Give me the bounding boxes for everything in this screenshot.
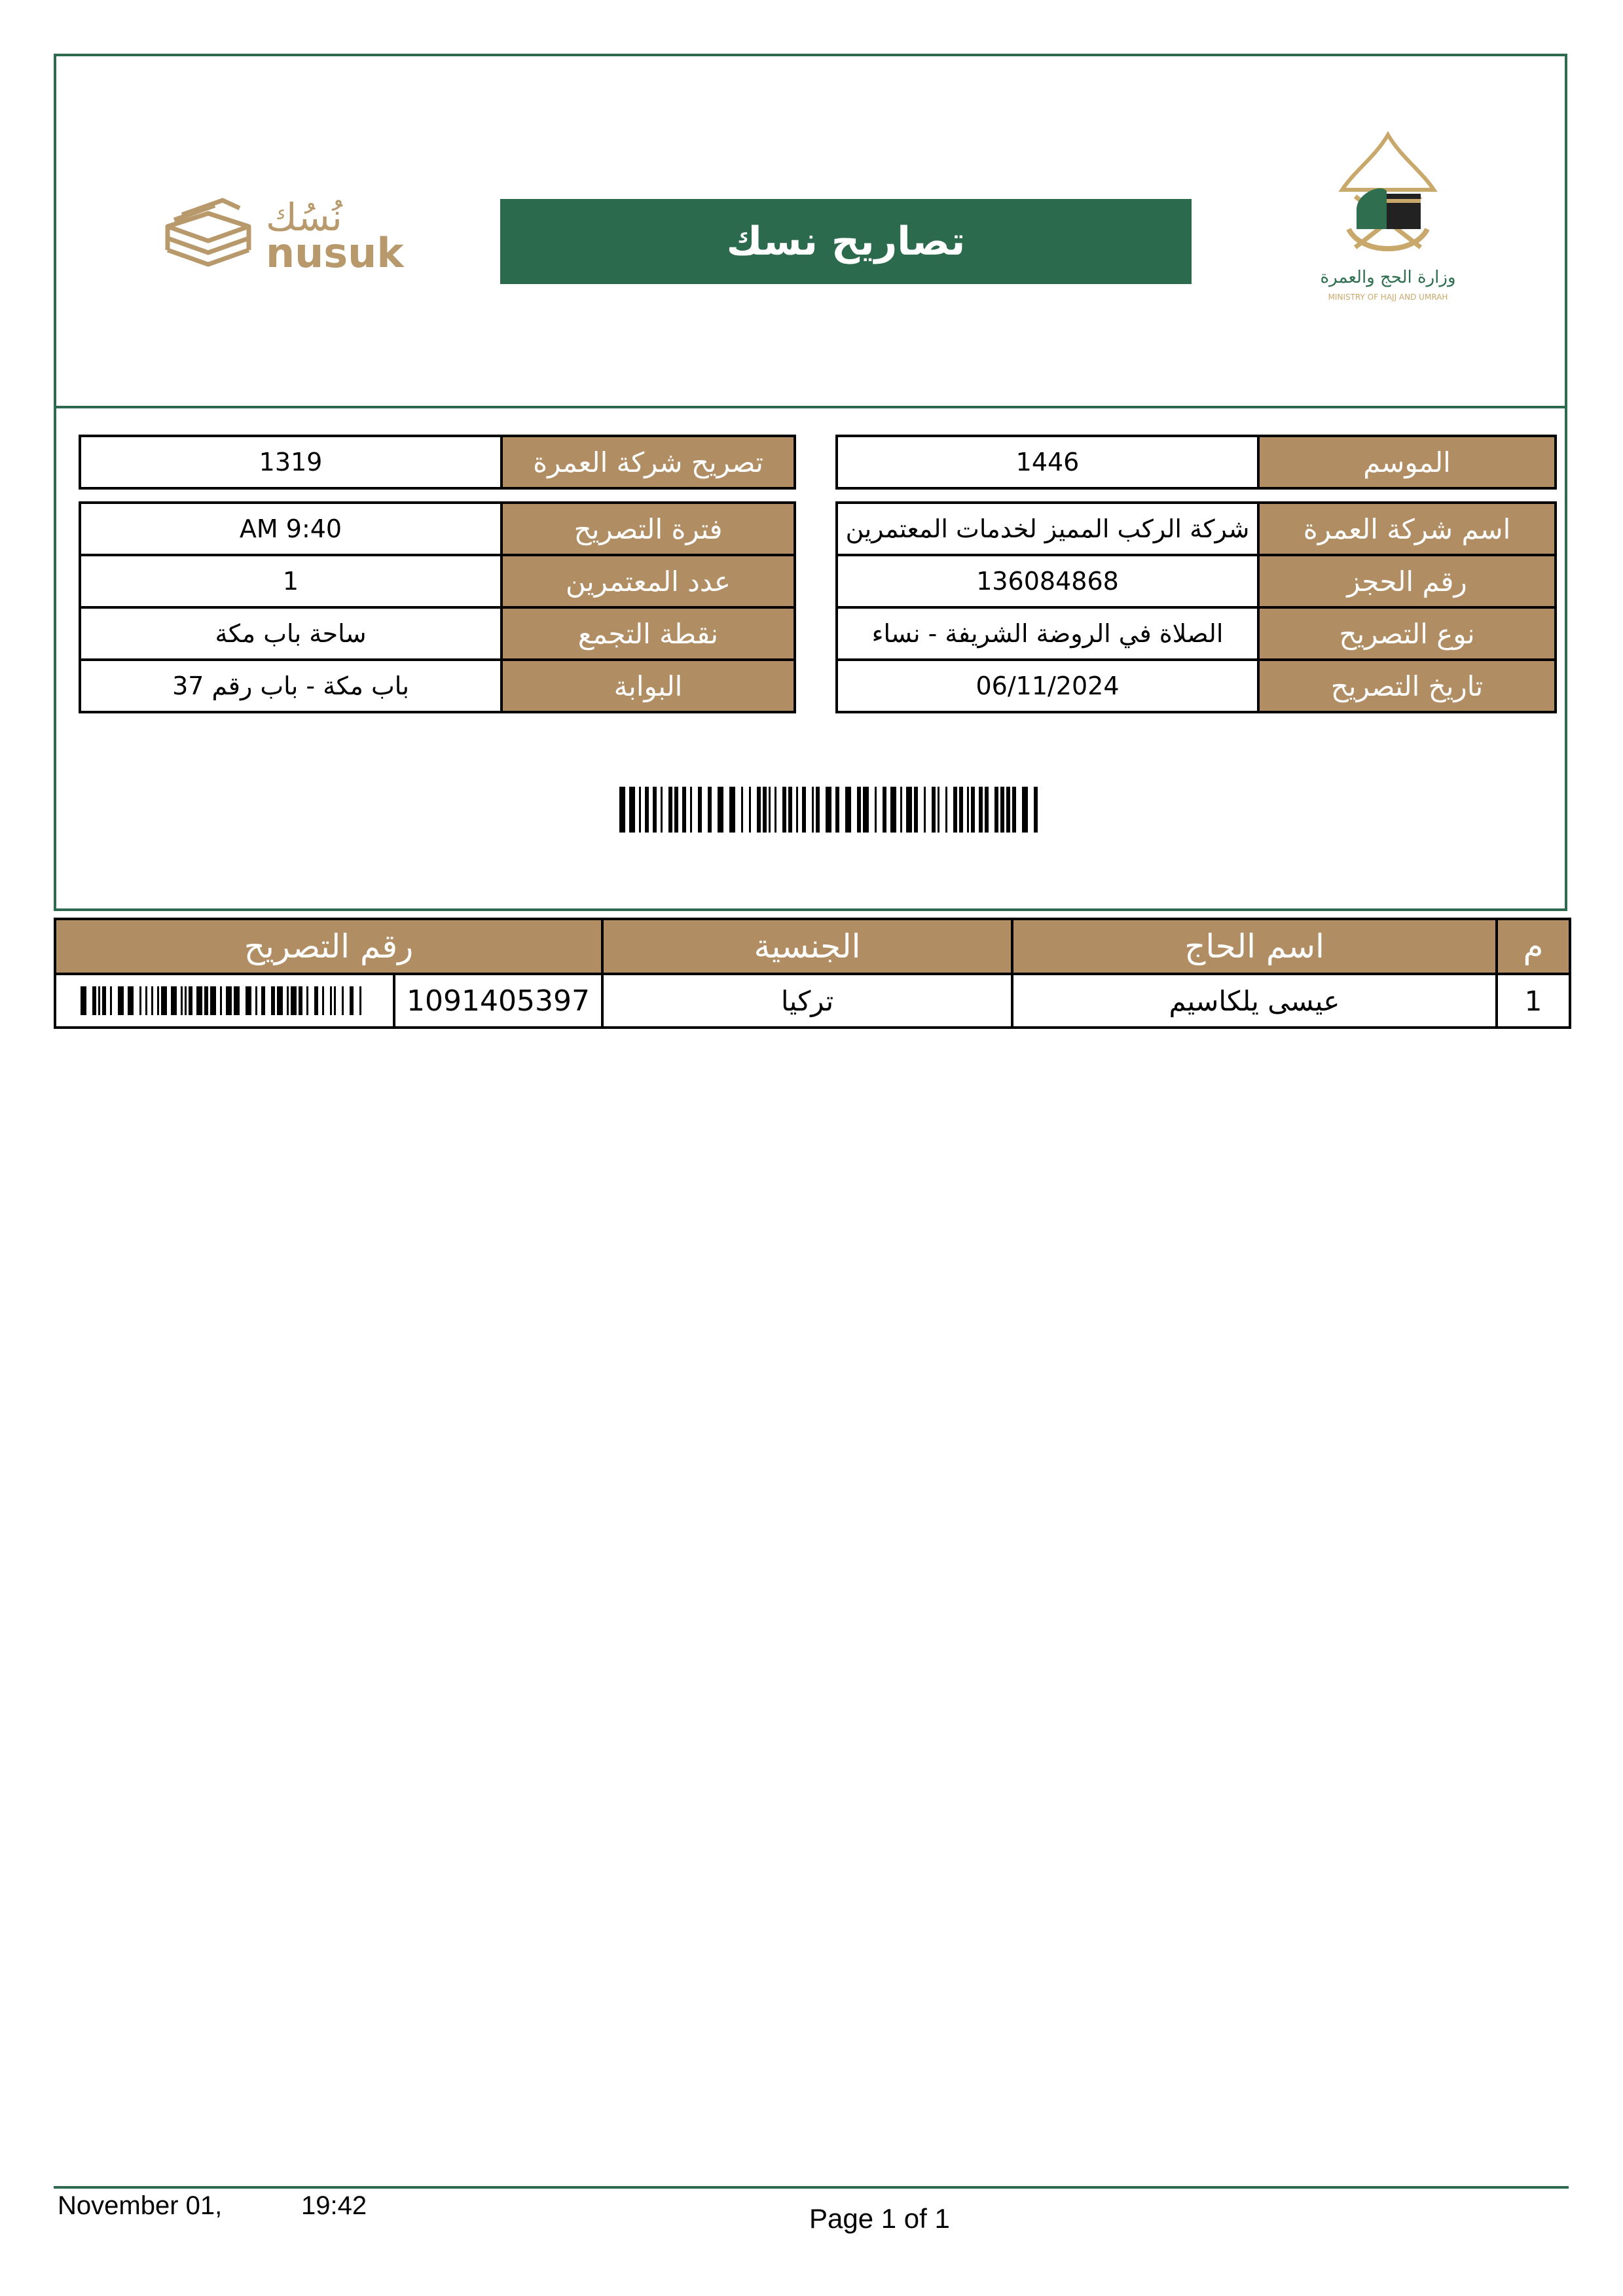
barcode-bar: [661, 787, 663, 833]
permit-barcode: [81, 986, 369, 1015]
barcode-bar: [334, 986, 336, 1015]
barcode-bar: [110, 986, 112, 1015]
barcode-bar: [246, 986, 251, 1015]
page-number: Page 1 of 1: [809, 2203, 950, 2234]
barcode-bar: [102, 986, 106, 1015]
table-row: [55, 974, 1570, 1028]
barcode-bar: [359, 986, 361, 1015]
gate-label: البوابة: [501, 660, 795, 712]
permit-period-value: 9:40 AM: [80, 503, 501, 555]
nusuk-logo-arabic: نُسُك: [266, 195, 342, 240]
barcode-bar: [226, 986, 232, 1015]
info-row-permit-type: [837, 607, 1556, 660]
permit-type-label: نوع التصريح: [1258, 607, 1556, 660]
barcode-bar: [1034, 787, 1038, 833]
barcode-bar: [668, 787, 672, 833]
info-row-pilgrims-count: [80, 555, 795, 607]
barcode-bar: [81, 986, 86, 1015]
barcode-bar: [741, 787, 743, 833]
info-row-gate: [80, 660, 795, 712]
info-row-permit-date: [837, 660, 1556, 712]
ministry-logo: [1309, 131, 1467, 308]
gate-value: باب مكة - باب رقم 37: [80, 660, 501, 712]
barcode-bar: [1000, 787, 1004, 833]
permit-barcode-cell: [55, 974, 394, 1028]
barcode-bar: [932, 787, 936, 833]
barcode-bar: [287, 986, 289, 1015]
permit-period-label: فترة التصريح: [501, 503, 795, 555]
barcode-bar: [204, 986, 208, 1015]
barcode-bar: [863, 787, 869, 833]
barcode-bar: [161, 986, 167, 1015]
barcode-bar: [906, 787, 912, 833]
barcode-bar: [953, 787, 957, 833]
company-label: اسم شركة العمرة: [1258, 503, 1556, 555]
barcode-bar: [92, 986, 96, 1015]
barcode-bar: [979, 787, 983, 833]
pilgrims-count-label: عدد المعتمرين: [501, 555, 795, 607]
barcode-bar: [157, 986, 159, 1015]
barcode-bar: [210, 986, 216, 1015]
barcode-bar: [299, 986, 302, 1015]
header-permit-number: رقم التصريح: [55, 919, 602, 974]
barcode-bar: [234, 986, 240, 1015]
info-row-season: [837, 436, 1556, 488]
header-name: اسم الحاج: [1012, 919, 1497, 974]
barcode-bar: [845, 787, 851, 833]
info-row-permit-period: [80, 503, 795, 555]
ministry-logo-english: MINISTRY OF HAJJ AND UMRAH: [1328, 293, 1448, 302]
barcode-bar: [890, 787, 896, 833]
barcode-bar: [185, 986, 187, 1015]
row-index: 1: [1497, 974, 1570, 1028]
page-title: تصاريح نسك: [500, 199, 1192, 284]
nusuk-logo: [162, 181, 404, 279]
barcode-bar: [350, 986, 354, 1015]
permit-info-right: [835, 435, 1557, 713]
permit-type-value: الصلاة في الروضة الشريفة - نساء: [837, 607, 1258, 660]
barcode-bar: [994, 787, 998, 833]
barcode-bar: [171, 986, 177, 1015]
barcode-bar: [816, 787, 820, 833]
gathering-point-label: نقطة التجمع: [501, 607, 795, 660]
booking-label: رقم الحجز: [1258, 555, 1556, 607]
barcode-bar: [619, 787, 625, 833]
barcode-bar: [749, 787, 751, 833]
barcode-bar: [98, 986, 100, 1015]
gathering-point-value: ساحة باب مكة: [80, 607, 501, 660]
pilgrims-table: [54, 918, 1571, 1029]
info-row-booking: [837, 555, 1556, 607]
barcode-bar: [769, 787, 771, 833]
barcode-bar: [883, 787, 886, 833]
barcode-bar: [645, 787, 649, 833]
barcode-bar: [971, 787, 975, 833]
pilgrim-name: عيسى يلكاسيم: [1012, 974, 1497, 1028]
barcode-bar: [674, 787, 678, 833]
season-label: الموسم: [1258, 436, 1556, 488]
permit-date-label: تاريخ التصريح: [1258, 660, 1556, 712]
barcode-bar: [757, 787, 761, 833]
barcode-bar: [690, 787, 692, 833]
barcode-bar: [812, 787, 814, 833]
barcode-bar: [729, 787, 735, 833]
barcode-bar: [698, 787, 702, 833]
barcode-bar: [775, 787, 776, 833]
pilgrims-count-value: 1: [80, 555, 501, 607]
barcode-bar: [629, 787, 635, 833]
barcode-bar: [261, 986, 265, 1015]
header-divider: [54, 406, 1567, 408]
barcode-bar: [653, 787, 657, 833]
barcode-bar: [342, 986, 344, 1015]
permit-date-value: 06/11/2024: [837, 660, 1258, 712]
barcode-bar: [682, 787, 686, 833]
barcode-bar: [945, 787, 947, 833]
barcode-bar: [128, 986, 134, 1015]
barcode-bar: [118, 986, 124, 1015]
booking-value: 136084868: [837, 555, 1258, 607]
info-row-company-permit: [80, 436, 795, 488]
barcode-bar: [306, 986, 308, 1015]
barcode-bar: [718, 787, 723, 833]
info-row-company: [837, 503, 1556, 555]
barcode-bar: [959, 787, 963, 833]
barcode-bar: [900, 787, 902, 833]
ministry-logo-arabic: وزارة الحج والعمرة: [1320, 268, 1456, 287]
barcode-bar: [826, 787, 831, 833]
footer-date: November 01,: [58, 2191, 223, 2220]
barcode-bar: [1006, 787, 1010, 833]
barcode-bar: [924, 787, 926, 833]
footer-time: 19:42: [301, 2191, 367, 2220]
barcode-bar: [151, 986, 153, 1015]
permit-number: 1091405397: [394, 974, 602, 1028]
barcode-bar: [782, 787, 786, 833]
company-permit-label: تصريح شركة العمرة: [501, 436, 795, 488]
barcode-bar: [1012, 787, 1016, 833]
barcode-bar: [763, 787, 767, 833]
barcode-bar: [938, 787, 939, 833]
header-index: م: [1497, 919, 1570, 974]
nationality: تركيا: [602, 974, 1012, 1028]
barcode-bar: [639, 787, 641, 833]
barcode-bar: [196, 986, 202, 1015]
barcode-bar: [145, 986, 147, 1015]
barcode-bar: [189, 986, 192, 1015]
company-value: شركة الركب المميز لخدمات المعتمرين: [837, 503, 1258, 555]
barcode-bar: [220, 986, 222, 1015]
header-nationality: الجنسية: [602, 919, 1012, 974]
barcode-bar: [271, 986, 275, 1015]
info-row-gathering-point: [80, 607, 795, 660]
booking-barcode: [619, 787, 1045, 833]
barcode-bar: [255, 986, 257, 1015]
barcode-bar: [277, 986, 283, 1015]
barcode-bar: [796, 787, 798, 833]
barcode-bar: [835, 787, 839, 833]
barcode-bar: [1022, 787, 1028, 833]
barcode-bar: [914, 787, 918, 833]
barcode-bar: [985, 787, 989, 833]
barcode-bar: [314, 986, 318, 1015]
pilgrims-header-row: [55, 919, 1570, 974]
barcode-bar: [875, 787, 877, 833]
barcode-bar: [291, 986, 297, 1015]
barcode-bar: [788, 787, 792, 833]
barcode-bar: [857, 787, 861, 833]
barcode-bar: [802, 787, 806, 833]
nusuk-logo-text: nusuk: [266, 229, 404, 277]
barcode-bar: [708, 787, 712, 833]
company-permit-value: 1319: [80, 436, 501, 488]
barcode-bar: [139, 986, 141, 1015]
barcode-bar: [181, 986, 183, 1015]
barcode-bar: [322, 986, 324, 1015]
barcode-bar: [967, 787, 969, 833]
permit-info-left: [79, 435, 796, 713]
footer-divider: [54, 2186, 1569, 2189]
barcode-bar: [330, 986, 332, 1015]
season-value: 1446: [837, 436, 1258, 488]
